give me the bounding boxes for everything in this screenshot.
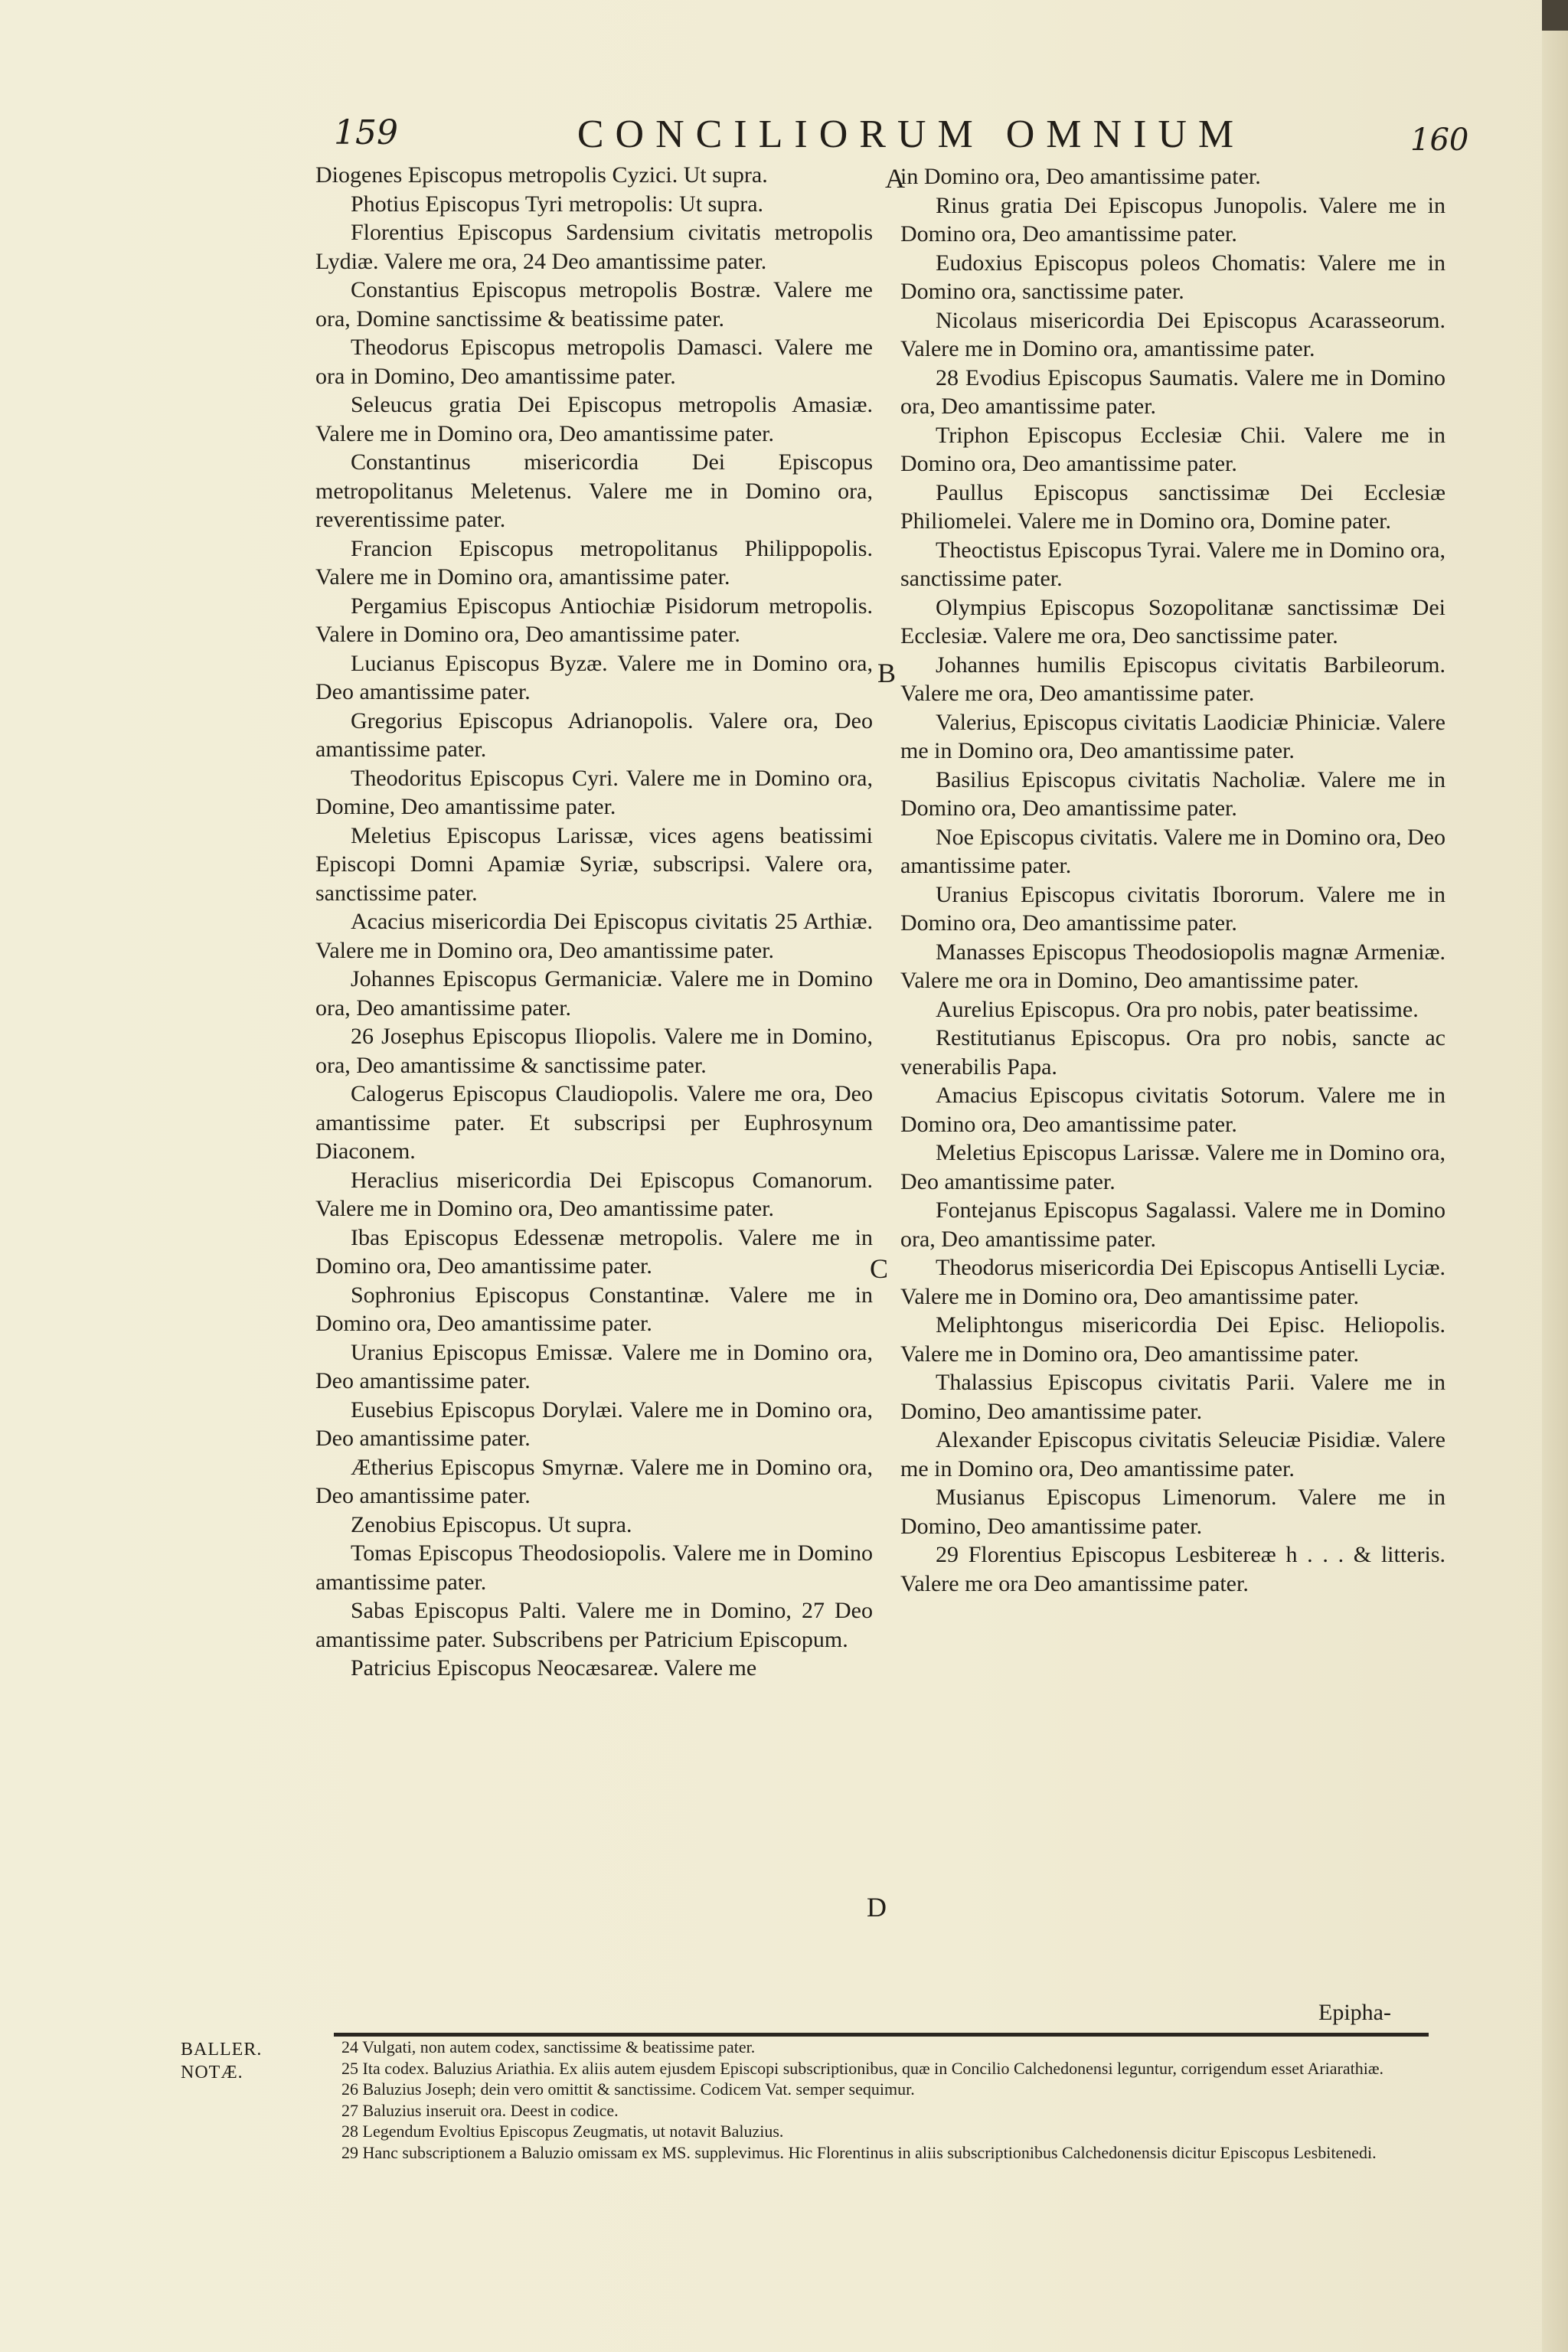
- subscription-entry: Fontejanus Episcopus Sagalassi. Valere me in Domino ora, Deo amantissime pater.: [900, 1197, 1446, 1252]
- subscription-entry: Meletius Episcopus Larissæ, vices agens beatissimi Episcopi Domni Apamiæ Syriæ, subscripsi. Valere ora, sanctissime pater.: [315, 822, 873, 906]
- subscription-entry: Ibas Episcopus Edessenæ metropolis. Valere me in Domino ora, Deo amantissime pater.: [315, 1224, 873, 1279]
- subscription-entry: Florentius Episcopus Sardensium civitatis metropolis Lydiæ. Valere me ora, 24 Deo amantissime pater.: [315, 220, 873, 274]
- subscription-entry: Pergamius Episcopus Antiochiæ Pisidorum metropolis. Valere in Domino ora, Deo amantissime pater.: [315, 593, 873, 647]
- subscription-entry: Noe Episcopus civitatis. Valere me in Domino ora, Deo amantissime pater.: [900, 824, 1446, 878]
- subscription-entry: Photius Episcopus Tyri metropolis: Ut supra.: [351, 191, 764, 217]
- subscription-entry: Heraclius misericordia Dei Episcopus Comanorum. Valere me in Domino ora, Deo amantissime pater.: [315, 1167, 873, 1221]
- left-column: [315, 161, 873, 1683]
- subscription-entry: Rinus gratia Dei Episcopus Junopolis. Valere me in Domino ora, Deo amantissime pater.: [900, 192, 1446, 247]
- subscription-entry: Zenobius Episcopus. Ut supra.: [351, 1511, 632, 1537]
- subscription-entry: Theodorus misericordia Dei Episcopus Antiselli Lyciæ. Valere me in Domino ora, Deo amantissime pater.: [900, 1255, 1446, 1309]
- subscription-entry: Gregorius Episcopus Adrianopolis. Valere ora, Deo amantissime pater.: [315, 707, 873, 762]
- subscription-entry: Sophronius Episcopus Constantinæ. Valere me in Domino ora, Deo amantissime pater.: [315, 1282, 873, 1336]
- subscription-entry: Alexander Episcopus civitatis Seleuciæ Pisidiæ. Valere me in Domino ora, Deo amantissime pater.: [900, 1427, 1446, 1481]
- subscription-entry: Uranius Episcopus Emissæ. Valere me in Domino ora, Deo amantissime pater.: [315, 1339, 873, 1393]
- subscription-entry: Sabas Episcopus Palti. Valere me in Domino, 27 Deo amantissime pater. Subscribens per Patricium Episcopum.: [315, 1598, 873, 1652]
- subscription-entry: Meletius Episcopus Larissæ. Valere me in Domino ora, Deo amantissime pater.: [900, 1140, 1446, 1194]
- footnote: 28 Legendum Evoltius Episcopus Zeugmatis, ut notavit Baluzius.: [341, 2122, 784, 2141]
- subscription-entry: Triphon Episcopus Ecclesiæ Chii. Valere me in Domino ora, Deo amantissime pater.: [900, 422, 1446, 476]
- subscription-entry: Johannes humilis Episcopus civitatis Barbileorum. Valere me ora, Deo amantissime pater.: [900, 652, 1446, 706]
- page-edge: [1542, 0, 1568, 2352]
- subscription-entry: Tomas Episcopus Theodosiopolis. Valere me in Domino amantissime pater.: [315, 1540, 873, 1595]
- subscription-entry: Eusebius Episcopus Dorylæi. Valere me in Domino ora, Deo amantissime pater.: [315, 1396, 873, 1451]
- subscription-entry: Aurelius Episcopus. Ora pro nobis, pater beatissime.: [936, 996, 1419, 1022]
- subscription-entry: Calogerus Episcopus Claudiopolis. Valere me ora, Deo amantissime pater. Et subscripsi per Euphrosynum Diaconem.: [315, 1081, 873, 1164]
- subscription-entry: Basilius Episcopus civitatis Nacholiæ. Valere me in Domino ora, Deo amantissime pater.: [900, 766, 1446, 821]
- margin-letter-c: C: [870, 1253, 889, 1284]
- page-number-left: 159: [334, 113, 398, 152]
- subscription-entry: Ætherius Episcopus Smyrnæ. Valere me in Domino ora, Deo amantissime pater.: [315, 1454, 873, 1508]
- subscription-entry: Manasses Episcopus Theodosiopolis magnæ Armeniæ. Valere me ora in Domino, Deo amantissime pater.: [900, 939, 1446, 993]
- notes-label: BALLER. NOTÆ.: [181, 2040, 263, 2082]
- right-column: [900, 162, 1446, 1598]
- subscription-entry: 29 Florentius Episcopus Lesbitereæ h . . . & litteris. Valere me ora Deo amantissime pater.: [900, 1542, 1446, 1596]
- margin-letter-a: A: [885, 163, 905, 194]
- subscription-entry: 28 Evodius Episcopus Saumatis. Valere me in Domino ora, Deo amantissime pater.: [900, 364, 1446, 419]
- subscription-entry: Uranius Episcopus civitatis Ibororum. Valere me in Domino ora, Deo amantissime pater.: [900, 881, 1446, 936]
- catchword: Epipha-: [1318, 2000, 1391, 2025]
- footnotes: [334, 2037, 1436, 2163]
- footnote: 26 Baluzius Joseph; dein vero omittit & sanctissime. Codicem Vat. semper sequimur.: [341, 2079, 915, 2099]
- running-title: CONCILIORUM OMNIUM: [577, 113, 1246, 156]
- subscription-entry: Thalassius Episcopus civitatis Parii. Valere me in Domino, Deo amantissime pater.: [900, 1370, 1446, 1424]
- subscription-entry: Theodorus Episcopus metropolis Damasci. Valere me ora in Domino, Deo amantissime pater.: [315, 335, 873, 389]
- page-number-right: 160: [1410, 122, 1469, 158]
- subscription-entry: Meliphtongus misericordia Dei Episc. Heliopolis. Valere me in Domino ora, Deo amantissime pater.: [900, 1312, 1446, 1367]
- subscription-entry: Constantinus misericordia Dei Episcopus metropolitanus Meletenus. Valere me in Domino ora, reverentissime pater.: [315, 449, 873, 532]
- footnote: 27 Baluzius inseruit ora. Deest in codice.: [341, 2100, 619, 2120]
- subscription-entry: Paullus Episcopus sanctissimæ Dei Ecclesiæ Philiomelei. Valere me in Domino ora, Domine pater.: [900, 479, 1446, 534]
- subscription-entry: Musianus Episcopus Limenorum. Valere me in Domino, Deo amantissime pater.: [900, 1485, 1446, 1539]
- subscription-entry: Olympius Episcopus Sozopolitanæ sanctissimæ Dei Ecclesiæ. Valere me ora, Deo sanctissime pater.: [900, 594, 1446, 648]
- footnote: 25 Ita codex. Baluzius Ariathia. Ex aliis autem ejusdem Episcopi subscriptionibus, quæ in Concilio Calchedonensi leguntur, corrigendum esset Ariarathiæ.: [341, 2058, 1384, 2078]
- subscription-entry: Theodoritus Episcopus Cyri. Valere me in Domino ora, Domine, Deo amantissime pater.: [315, 765, 873, 819]
- subscription-entry: Constantius Episcopus metropolis Bostræ. Valere me ora, Domine sanctissime & beatissime pater.: [315, 277, 873, 332]
- subscription-entry: 26 Josephus Episcopus Iliopolis. Valere me in Domino, ora, Deo amantissime & sanctissime pater.: [315, 1024, 873, 1078]
- subscription-entry: Nicolaus misericordia Dei Episcopus Acarasseorum. Valere me in Domino ora, amantissime pater.: [900, 307, 1446, 361]
- subscription-entry: Lucianus Episcopus Byzæ. Valere me in Domino ora, Deo amantissime pater.: [315, 650, 873, 704]
- margin-letter-b: B: [877, 658, 897, 688]
- footnote: 29 Hanc subscriptionem a Baluzio omissam ex MS. supplevimus. Hic Florentinus in aliis subscriptionibus Calchedonensis dicitur Episcopus Lesbitenedi.: [341, 2142, 1377, 2162]
- subscription-entry: Restitutianus Episcopus. Ora pro nobis, sancte ac venerabilis Papa.: [900, 1025, 1446, 1080]
- subscription-entry: in Domino ora, Deo amantissime pater.: [900, 164, 1261, 189]
- subscription-entry: Amacius Episcopus civitatis Sotorum. Valere me in Domino ora, Deo amantissime pater.: [900, 1083, 1446, 1137]
- subscription-entry: Seleucus gratia Dei Episcopus metropolis Amasiæ. Valere me in Domino ora, Deo amantissime pater.: [315, 392, 873, 446]
- subscription-entry: Eudoxius Episcopus poleos Chomatis: Valere me in Domino ora, sanctissime pater.: [900, 250, 1446, 304]
- subscription-entry: Johannes Episcopus Germaniciæ. Valere me in Domino ora, Deo amantissime pater.: [315, 966, 873, 1021]
- margin-letter-d: D: [867, 1892, 887, 1922]
- subscription-entry: Valerius, Episcopus civitatis Laodiciæ Phiniciæ. Valere me in Domino ora, Deo amantissime pater.: [900, 709, 1446, 763]
- subscription-entry: Francion Episcopus metropolitanus Philippopolis. Valere me in Domino ora, amantissime pater.: [315, 535, 873, 590]
- subscription-entry: Patricius Episcopus Neocæsareæ. Valere me: [351, 1655, 757, 1681]
- subscription-entry: Acacius misericordia Dei Episcopus civitatis 25 Arthiæ. Valere me in Domino ora, Deo amantissime pater.: [315, 909, 873, 963]
- subscription-entry: Theoctistus Episcopus Tyrai. Valere me in Domino ora, sanctissime pater.: [900, 537, 1446, 591]
- subscription-entry: Diogenes Episcopus metropolis Cyzici. Ut supra.: [315, 162, 768, 188]
- page-corner-shadow: [1542, 0, 1568, 31]
- footnote: 24 Vulgati, non autem codex, sanctissime & beatissime pater.: [341, 2037, 756, 2056]
